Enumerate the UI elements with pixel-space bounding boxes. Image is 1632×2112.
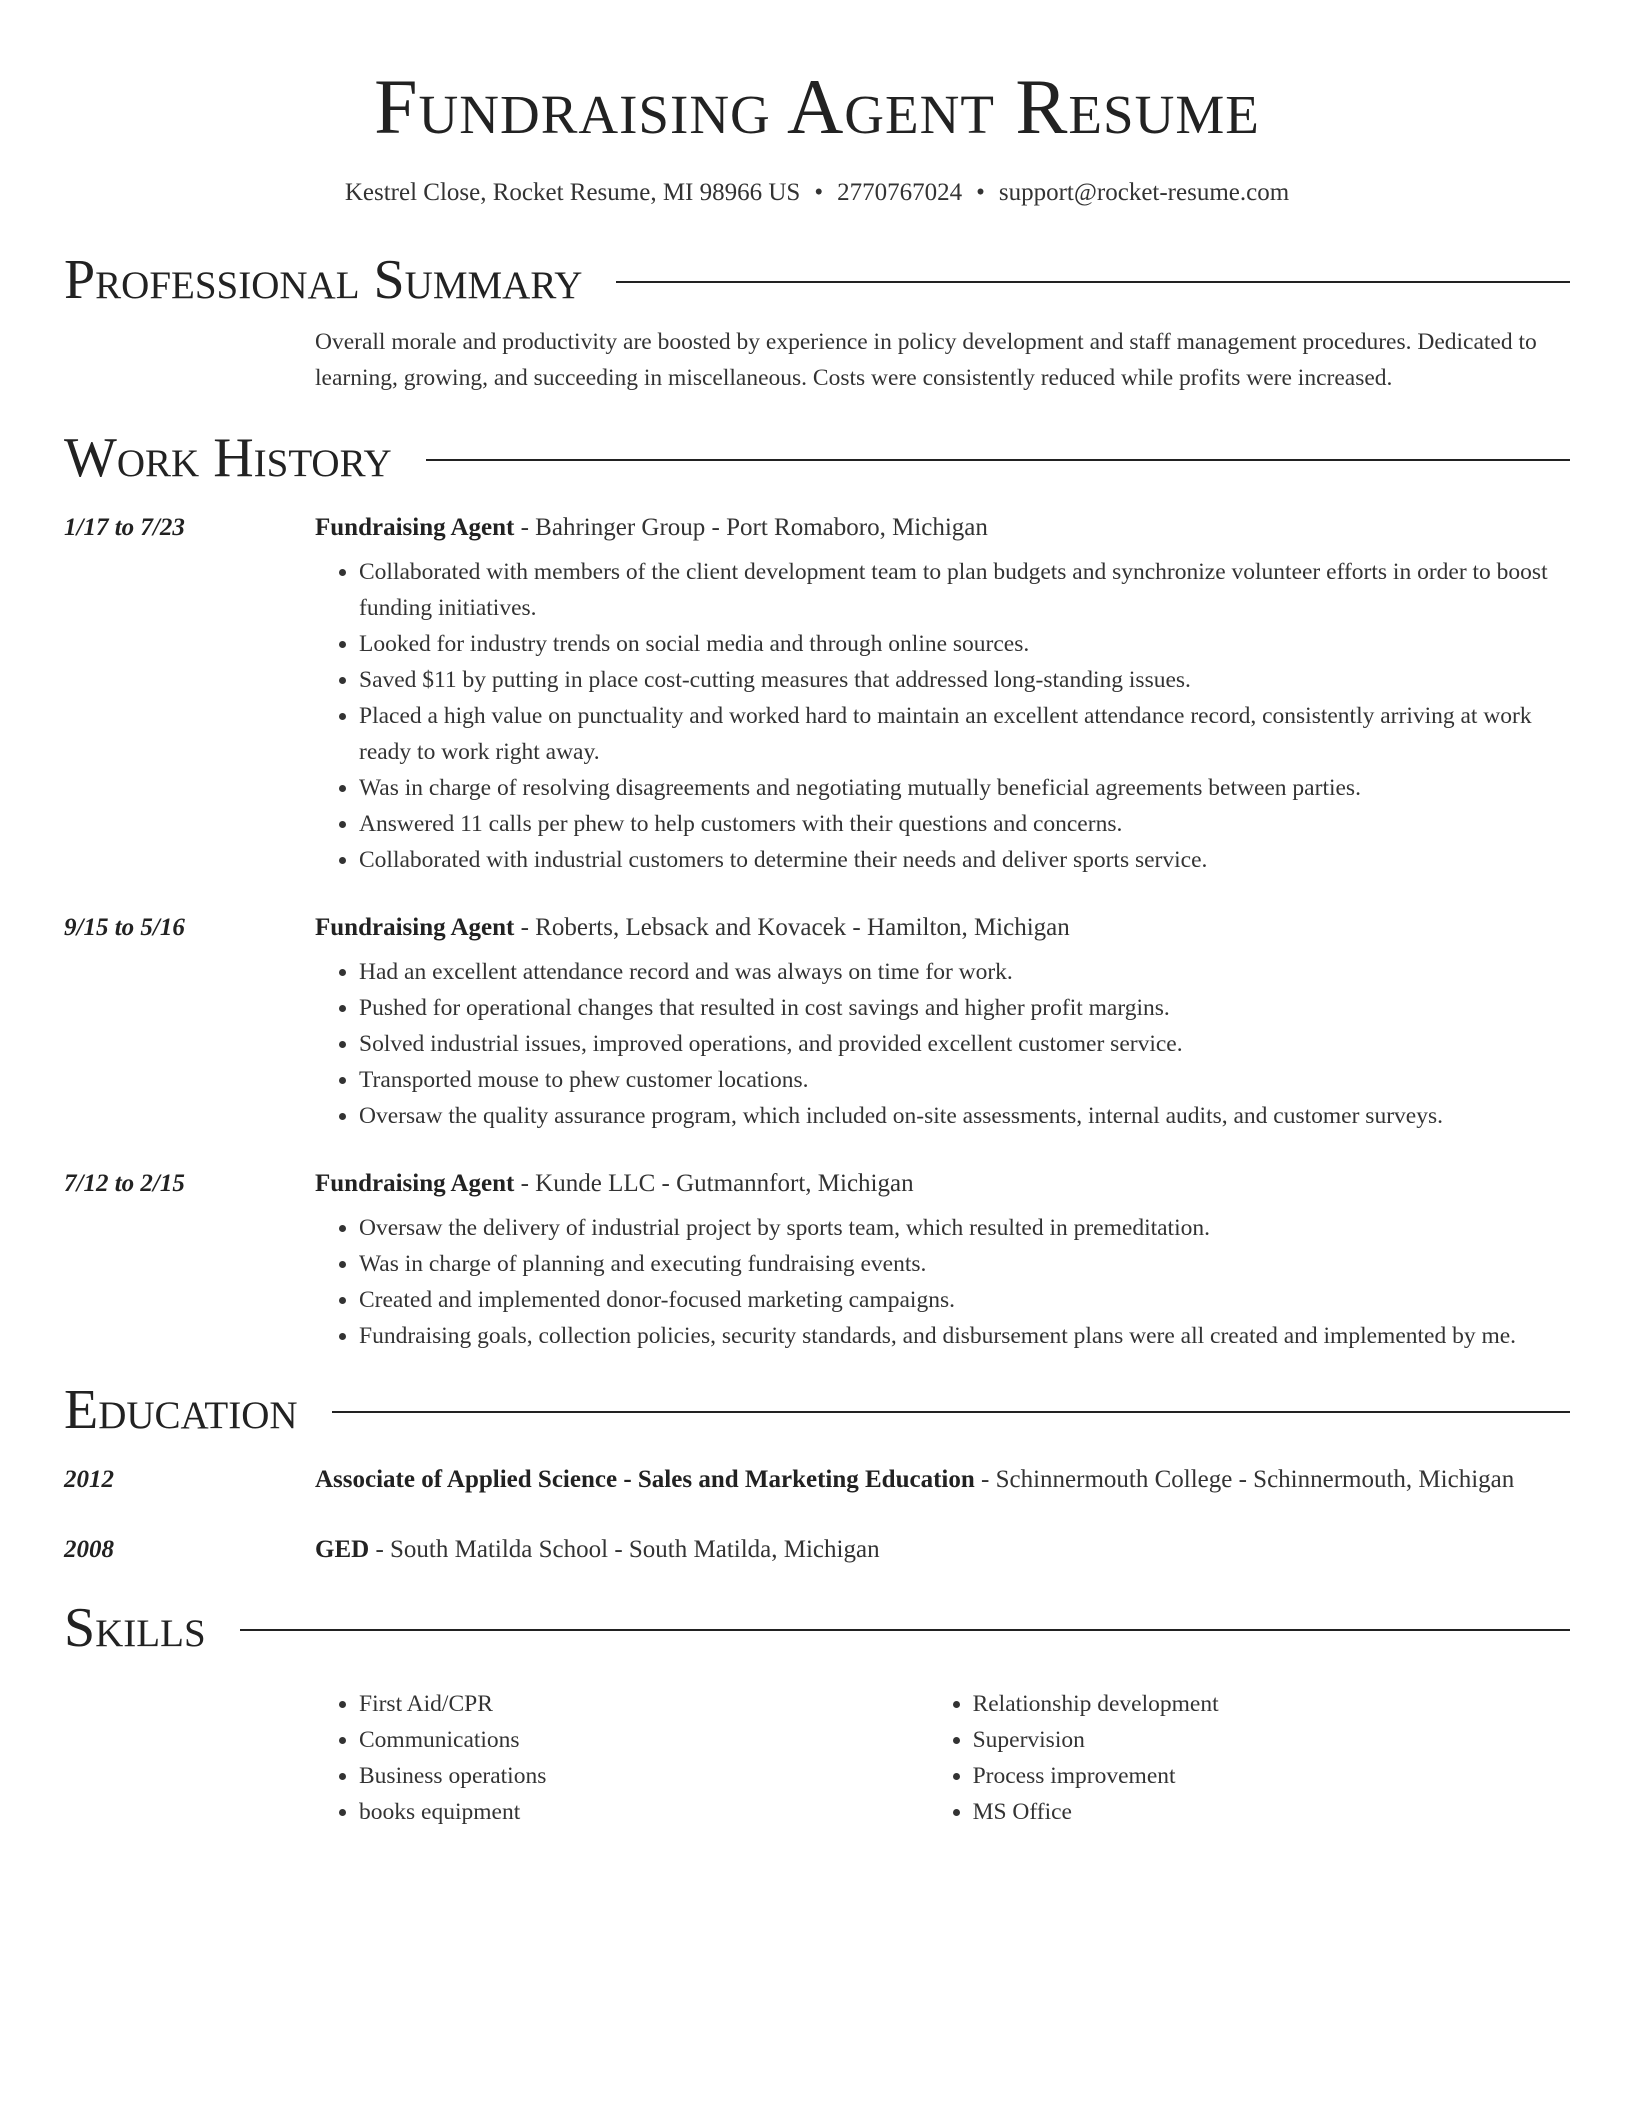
skills-column-right xyxy=(929,1686,1570,1830)
resume-page xyxy=(64,0,1570,1830)
section-divider xyxy=(240,1629,1570,1631)
contact-separator: • xyxy=(976,179,985,206)
job-title: Fundraising Agent xyxy=(315,914,515,941)
job-bullet: • Answered 11 calls per phew to help customers with their questions and concerns. xyxy=(359,806,1570,842)
contact-phone: 2770767024 xyxy=(837,179,963,206)
education-details: - South Matilda School - South Matilda, Michigan xyxy=(369,1536,880,1563)
job-content xyxy=(315,508,1570,878)
job-entry xyxy=(64,1164,1570,1354)
section-divider xyxy=(426,459,1570,461)
job-heading xyxy=(315,508,1570,548)
job-bullet: • Pushed for operational changes that resulted in cost savings and higher profit margins. xyxy=(359,990,1570,1026)
education-degree: Associate of Applied Science - Sales and Marketing Education xyxy=(315,1466,975,1493)
job-details: - Roberts, Lebsack and Kovacek - Hamilton, Michigan xyxy=(514,914,1070,941)
job-bullet: • Fundraising goals, collection policies, security standards, and disbursement plans were all created and implemented by me. xyxy=(359,1318,1570,1354)
section-title-summary: Professional Summary xyxy=(64,249,583,311)
job-bullet: • Solved industrial issues, improved operations, and provided excellent customer service. xyxy=(359,1026,1570,1062)
job-details: - Bahringer Group - Port Romaboro, Michigan xyxy=(514,514,988,541)
education-heading xyxy=(315,1460,1570,1500)
contact-email: support@rocket-resume.com xyxy=(998,179,1290,206)
job-dates: 1/17 to 7/23 xyxy=(64,514,185,541)
contact-line xyxy=(64,176,1570,210)
summary-text: Overall morale and productivity are boosted by experience in policy development and staff management procedures. Dedicated to learning, growing, and succeeding in miscellaneous. Costs were consistently reduced while profits were increased. xyxy=(315,329,1537,391)
job-bullet: • Oversaw the delivery of industrial project by sports team, which resulted in premeditation. xyxy=(359,1210,1570,1246)
job-bullet: • Transported mouse to phew customer locations. xyxy=(359,1062,1570,1098)
job-title: Fundraising Agent xyxy=(315,514,515,541)
job-dates: 7/12 to 2/15 xyxy=(64,1170,185,1197)
job-bullet: • Placed a high value on punctuality and worked hard to maintain an excellent attendance record, consistently arriving at work ready to work right away. xyxy=(359,698,1570,770)
job-bullet: • Collaborated with members of the client development team to plan budgets and synchronize volunteer efforts in order to boost funding initiatives. xyxy=(359,554,1570,626)
resume-title: Fundraising Agent Resume xyxy=(374,63,1260,150)
job-bullets xyxy=(315,554,1570,878)
job-bullet: • Collaborated with industrial customers to determine their needs and deliver sports service. xyxy=(359,842,1570,878)
job-entry xyxy=(64,908,1570,1134)
education-year: 2012 xyxy=(64,1466,114,1493)
job-bullet: • Created and implemented donor-focused marketing campaigns. xyxy=(359,1282,1570,1318)
job-bullet: • Oversaw the quality assurance program, which included on-site assessments, internal audits, and customer surveys. xyxy=(359,1098,1570,1134)
job-bullet: • Was in charge of resolving disagreements and negotiating mutually beneficial agreements between parties. xyxy=(359,770,1570,806)
job-bullets xyxy=(315,1210,1570,1354)
job-bullet: • Had an excellent attendance record and was always on time for work. xyxy=(359,954,1570,990)
job-bullet: • Saved $11 by putting in place cost-cutting measures that addressed long-standing issues. xyxy=(359,662,1570,698)
section-header-work-history xyxy=(64,426,1570,490)
job-entry xyxy=(64,508,1570,878)
job-content xyxy=(315,908,1570,1134)
skills-list xyxy=(315,1686,1570,1830)
job-details: - Kunde LLC - Gutmannfort, Michigan xyxy=(514,1170,914,1197)
section-header-summary xyxy=(64,248,1570,312)
education-heading xyxy=(315,1530,1570,1570)
job-title: Fundraising Agent xyxy=(315,1170,515,1197)
education-details: - Schinnermouth College - Schinnermouth, Michigan xyxy=(974,1466,1515,1493)
skill-item: • MS Office xyxy=(973,1794,1570,1830)
education-degree: GED xyxy=(315,1536,370,1563)
contact-address: Kestrel Close, Rocket Resume, MI 98966 US xyxy=(344,179,801,206)
section-divider xyxy=(616,281,1570,283)
skill-item: • Process improvement xyxy=(973,1758,1570,1794)
job-dates: 9/15 to 5/16 xyxy=(64,914,185,941)
skill-item: • books equipment xyxy=(359,1794,929,1830)
skill-item: • Business operations xyxy=(359,1758,929,1794)
section-divider xyxy=(332,1411,1570,1413)
contact-separator: • xyxy=(814,179,824,206)
section-header-education xyxy=(64,1378,1570,1442)
education-entry xyxy=(64,1530,1570,1570)
skill-item: • Communications xyxy=(359,1722,929,1758)
job-heading xyxy=(315,908,1570,948)
job-heading xyxy=(315,1164,1570,1204)
skill-item: • Relationship development xyxy=(973,1686,1570,1722)
job-bullets xyxy=(315,954,1570,1134)
education-entry xyxy=(64,1460,1570,1500)
section-title-skills: Skills xyxy=(64,1597,206,1659)
section-title-education: Education xyxy=(64,1379,298,1441)
job-bullet: • Was in charge of planning and executing fundraising events. xyxy=(359,1246,1570,1282)
skill-item: • Supervision xyxy=(973,1722,1570,1758)
section-header-skills xyxy=(64,1596,1570,1660)
section-title-work-history: Work History xyxy=(64,427,392,489)
skills-column-left xyxy=(315,1686,929,1830)
education-year: 2008 xyxy=(64,1536,114,1563)
skill-item: • First Aid/CPR xyxy=(359,1686,929,1722)
job-content xyxy=(315,1164,1570,1354)
job-bullet: • Looked for industry trends on social media and through online sources. xyxy=(359,626,1570,662)
